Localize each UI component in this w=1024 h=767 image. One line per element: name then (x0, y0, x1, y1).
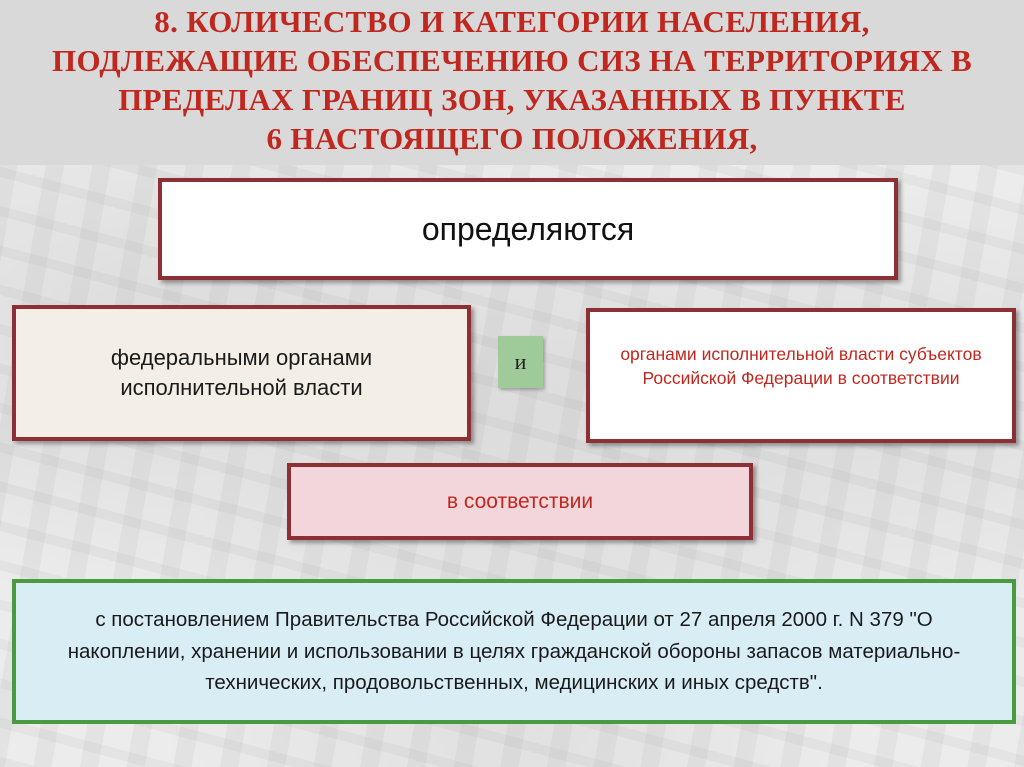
title-line-2: ПОДЛЕЖАЩИЕ ОБЕСПЕЧЕНИЮ СИЗ НА ТЕРРИТОРИЯХ В (52, 43, 972, 78)
determined-box (158, 178, 898, 280)
title-line-4: 6 НАСТОЯЩЕГО ПОЛОЖЕНИЯ, (266, 121, 758, 156)
accordance-text: в соответствии (446, 489, 594, 513)
decree-box (12, 579, 1016, 724)
decree-text: с постановлением Правительства Российской Федерации от 27 апреля 2000 г. N 379 "О накоплении, хранении и использовании в целях гражданской обороны запасов материально-технических, продовольственных, медицинских и иных средств". (67, 608, 961, 695)
title-line-3: ПРЕДЕЛАХ ГРАНИЦ ЗОН, УКАЗАННЫХ В ПУНКТЕ (118, 82, 906, 117)
federal-authorities-text: федеральными органами исполнительной власти (110, 345, 373, 400)
accordance-box (287, 463, 753, 540)
slide-title (0, 0, 1024, 165)
regional-authorities-text: органами исполнительной власти субъектов Российской Федерации в соответствии (620, 344, 982, 388)
conjunction-text: и (514, 349, 527, 374)
federal-authorities-box (12, 305, 471, 441)
determined-text: определяются (421, 210, 635, 247)
regional-authorities-box (586, 308, 1016, 443)
conjunction-box (498, 336, 543, 388)
title-line-1: 8. КОЛИЧЕСТВО И КАТЕГОРИИ НАСЕЛЕНИЯ, (154, 4, 870, 39)
